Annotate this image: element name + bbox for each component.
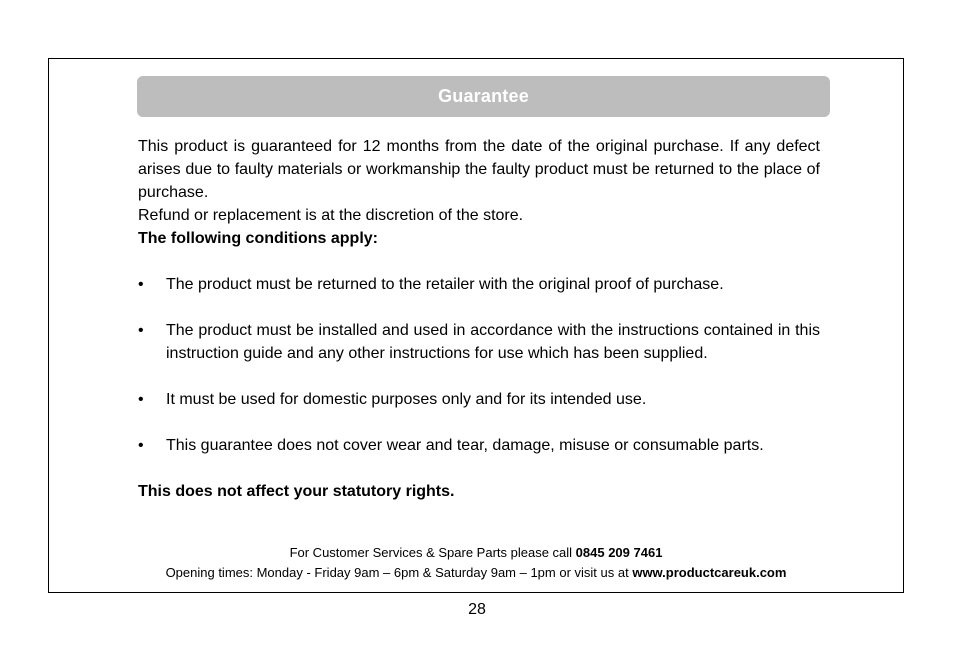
footer-hours-text: Opening times: Monday - Friday 9am – 6pm & Saturday 9am – 1pm or visit us at <box>165 565 633 580</box>
spacer <box>138 250 820 273</box>
footer-phone-prefix: For Customer Services & Spare Parts please call <box>289 545 576 560</box>
condition-text: It must be used for domestic purposes only and for its intended use. <box>166 391 647 408</box>
spacer <box>138 296 820 319</box>
condition-item <box>138 319 820 365</box>
footer-hours-line <box>48 563 904 583</box>
customer-services-phone: 0845 209 7461 <box>575 545 663 560</box>
intro-paragraph: This product is guaranteed for 12 months from the date of the original purchase. If any defect arises due to faulty materials or workmanship the faulty product must be returned to the place of purchase. <box>138 138 820 201</box>
refund-paragraph: Refund or replacement is at the discretion of the store. <box>138 207 524 224</box>
customer-services-footer <box>48 543 904 583</box>
condition-text: The product must be installed and used in accordance with the instructions contained in this instruction guide and any other instructions for use which has been supplied. <box>166 322 820 362</box>
bullet-icon: • <box>138 322 144 339</box>
condition-item <box>138 434 820 457</box>
page-number: 28 <box>468 601 486 618</box>
spacer <box>138 457 820 480</box>
website-link[interactable]: www.productcareuk.com <box>632 565 787 580</box>
bullet-icon: • <box>138 437 144 454</box>
footer-phone-line <box>48 543 904 563</box>
condition-item <box>138 388 820 411</box>
guarantee-content <box>138 135 820 503</box>
conditions-heading: The following conditions apply: <box>138 230 378 247</box>
spacer <box>138 365 820 388</box>
bullet-icon: • <box>138 276 144 293</box>
statutory-rights-note: This does not affect your statutory rights. <box>138 483 455 500</box>
guarantee-header-banner <box>137 76 830 117</box>
condition-item <box>138 273 820 296</box>
bullet-icon: • <box>138 391 144 408</box>
condition-text: This guarantee does not cover wear and tear, damage, misuse or consumable parts. <box>166 437 764 454</box>
guarantee-title: Guarantee <box>438 86 529 106</box>
spacer <box>138 411 820 434</box>
condition-text: The product must be returned to the retailer with the original proof of purchase. <box>166 276 724 293</box>
